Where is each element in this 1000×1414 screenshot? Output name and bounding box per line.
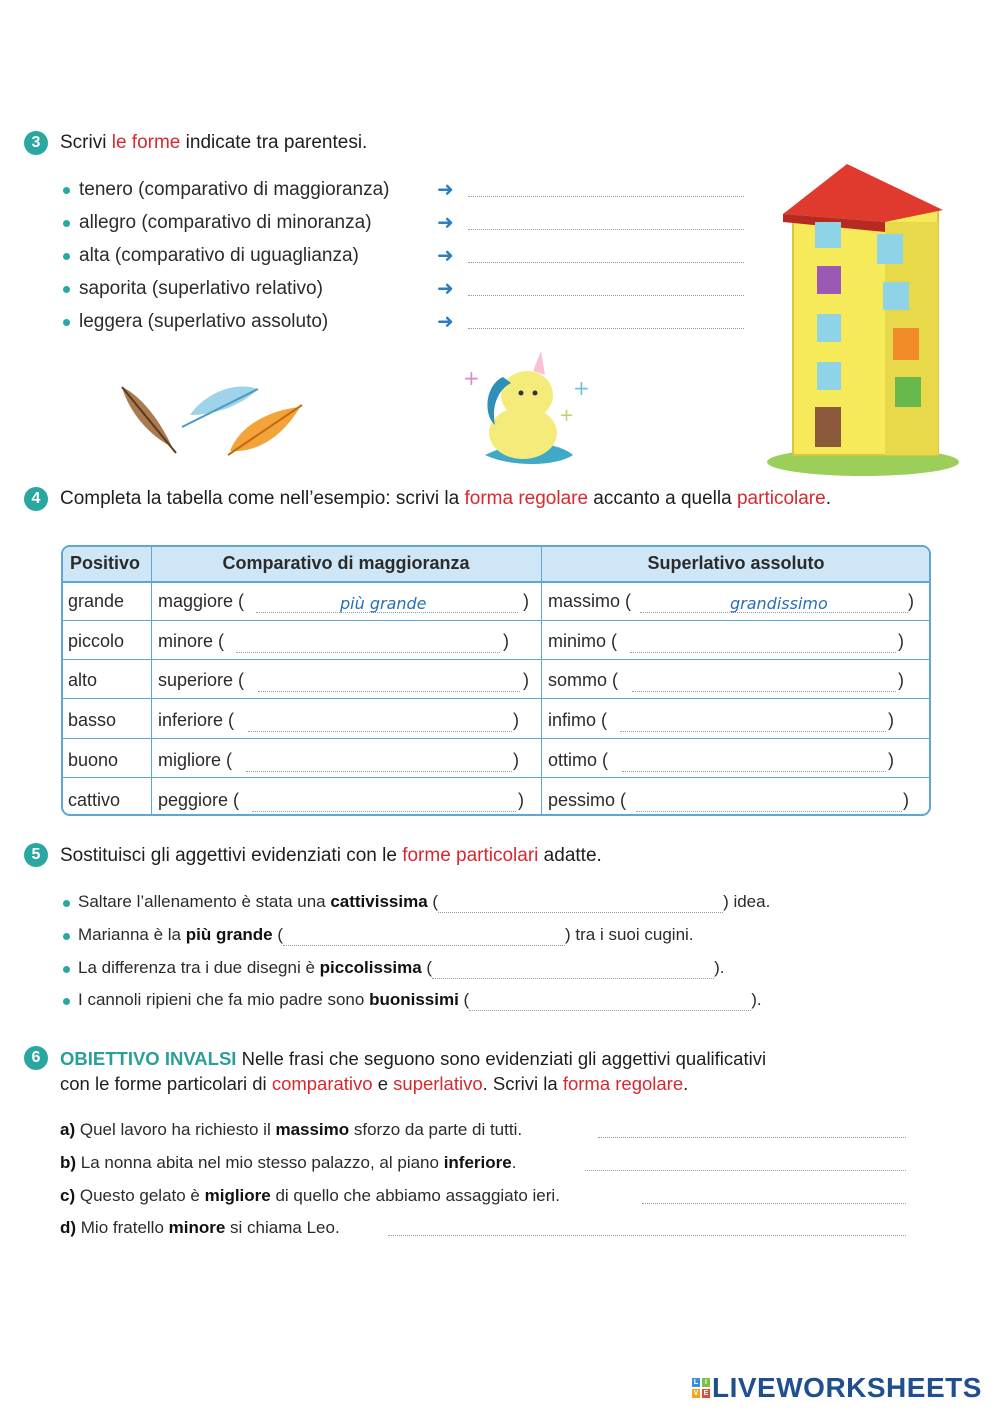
bullet-icon: [63, 220, 70, 227]
cell-superlative: ottimo (: [548, 750, 609, 770]
ex3-item-5: leggera (superlativo assoluto): [79, 311, 329, 332]
bullet-icon: [63, 966, 70, 973]
cell-superlative: massimo (: [548, 591, 632, 611]
ex3-item-4: saporita (superlativo relativo): [79, 278, 323, 299]
cell-close-paren: ): [888, 750, 894, 770]
comparative-answer-field[interactable]: [236, 652, 500, 653]
ex5-sentence-4: I cannoli ripieni che fa mio padre sono buonissimi ( ).: [78, 990, 762, 1009]
exercise-3-number: 3: [24, 131, 48, 155]
bullet-icon: [63, 319, 70, 326]
cell-superlative: pessimo (: [548, 790, 627, 810]
exercise-5-title: Sostituisci gli aggettivi evidenziati con le forme particolari adatte.: [60, 845, 602, 866]
ex5-sentence-2: Marianna è la più grande ( ) tra i suoi cugini.: [78, 925, 694, 944]
cell-superlative: minimo (: [548, 631, 618, 651]
arrow-right-icon: ➜: [437, 278, 454, 300]
ex5-sentence-3: La differenza tra i due disegni è piccolissima ( ).: [78, 958, 725, 977]
superlative-answer-field[interactable]: [632, 691, 896, 692]
cell-close-paren: ): [888, 710, 894, 730]
ex6-sentence-a: a) Quel lavoro ha richiesto il massimo sforzo da parte di tutti.: [60, 1120, 523, 1139]
bullet-icon: [63, 998, 70, 1005]
cell-positive: piccolo: [68, 631, 125, 651]
header-superlativo: Superlativo assoluto: [647, 553, 825, 573]
cell-positive: buono: [68, 750, 119, 770]
ex5-answer-2[interactable]: [283, 925, 565, 946]
liveworksheets-brand: LIVEWORKSHEETS: [712, 1372, 982, 1403]
ex3-answer-3[interactable]: [468, 262, 744, 263]
cell-close-paren: ): [908, 591, 914, 611]
ex6-answer-d[interactable]: [388, 1235, 906, 1236]
ex5-answer-1[interactable]: [438, 892, 723, 913]
cell-comparative: minore (: [158, 631, 225, 651]
ex6-sentence-d: d) Mio fratello minore si chiama Leo.: [60, 1218, 340, 1237]
orange-feather-icon: [228, 405, 302, 455]
ex6-sentence-b: b) La nonna abita nel mio stesso palazzo, al piano inferiore.: [60, 1153, 517, 1172]
brown-feather-icon: [122, 387, 176, 453]
ex3-answer-4[interactable]: [468, 295, 744, 296]
arrow-right-icon: ➜: [437, 245, 454, 267]
header-comparativo: Comparativo di maggioranza: [222, 553, 470, 573]
comparative-answer-field[interactable]: [252, 811, 516, 812]
cell-close-paren: ): [523, 670, 529, 690]
cell-comparative: migliore (: [158, 750, 233, 770]
ex5-answer-4[interactable]: [469, 990, 751, 1011]
exercise-4-number: 4: [24, 487, 48, 511]
cell-comparative: maggiore (: [158, 591, 245, 611]
comparative-answer-field[interactable]: [248, 731, 512, 732]
cell-close-paren: ): [898, 670, 904, 690]
door-icon: [815, 407, 841, 447]
ex3-item-1: tenero (comparativo di maggioranza): [79, 179, 390, 200]
building-illustration: [765, 162, 960, 477]
svg-text:+: +: [573, 376, 590, 400]
ex6-answer-a[interactable]: [598, 1137, 906, 1138]
comparative-answer-field[interactable]: [246, 771, 512, 772]
feathers-illustration: [110, 375, 310, 465]
ex6-answer-c[interactable]: [642, 1203, 906, 1204]
bullet-icon: [63, 187, 70, 194]
cell-positive: basso: [68, 710, 117, 730]
ex3-item-2: allegro (comparativo di minoranza): [79, 212, 372, 233]
exercise-6-title-line-1: OBIETTIVO INVALSI Nelle frasi che seguono sono evidenziati gli aggettivi qualificativi: [60, 1048, 767, 1069]
ex3-answer-2[interactable]: [468, 229, 744, 230]
superlative-example-answer: grandissimo: [730, 594, 828, 613]
superlative-answer-field[interactable]: [622, 771, 886, 772]
cell-positive: cattivo: [68, 790, 121, 810]
ex6-sentence-c: c) Questo gelato è migliore di quello che abbiamo assaggiato ieri.: [60, 1186, 560, 1205]
liveworksheets-logo-icon: L I V E: [693, 1379, 709, 1397]
cell-superlative: infimo (: [548, 710, 608, 730]
cell-comparative: inferiore (: [158, 710, 235, 730]
ex5-sentence-1: Saltare l’allenamento è stata una cattivissima ( ) idea.: [78, 892, 771, 911]
unicorn-illustration: [455, 345, 600, 470]
cell-close-paren: ): [903, 790, 909, 810]
exercise-3-title: Scrivi le forme indicate tra parentesi.: [60, 132, 368, 153]
bullet-icon: [63, 900, 70, 907]
cell-close-paren: ): [898, 631, 904, 651]
ex6-answer-b[interactable]: [585, 1170, 906, 1171]
comparative-example-answer: più grande: [340, 594, 427, 613]
exercise-6-number: 6: [24, 1046, 48, 1070]
exercise-5-number: 5: [24, 843, 48, 867]
bullet-icon: [63, 286, 70, 293]
bullet-icon: [63, 933, 70, 940]
cell-superlative: sommo (: [548, 670, 619, 690]
superlative-answer-field[interactable]: [630, 652, 896, 653]
cell-positive: grande: [68, 591, 125, 611]
svg-text:+: +: [559, 405, 575, 426]
cell-comparative: peggiore (: [158, 790, 240, 810]
arrow-right-icon: ➜: [437, 212, 454, 234]
exercise-6-title-line-2: con le forme particolari di comparativo e superlativo. Scrivi la forma regolare.: [60, 1073, 689, 1094]
svg-text:+: +: [463, 366, 480, 390]
bullet-icon: [63, 253, 70, 260]
superlative-answer-field[interactable]: [636, 811, 902, 812]
cell-close-paren: ): [513, 710, 519, 730]
ex3-answer-1[interactable]: [468, 196, 744, 197]
blue-feather-icon: [182, 387, 258, 427]
cell-close-paren: ): [523, 591, 529, 611]
arrow-right-icon: ➜: [437, 179, 454, 201]
ex3-item-3: alta (comparativo di uguaglianza): [79, 245, 359, 266]
cell-close-paren: ): [518, 790, 524, 810]
cell-close-paren: ): [503, 631, 509, 651]
arrow-right-icon: ➜: [437, 311, 454, 333]
cell-positive: alto: [68, 670, 98, 690]
exercise-4-title: Completa la tabella come nell’esempio: scrivi la forma regolare accanto a quella particolare.: [60, 488, 831, 509]
header-positivo: Positivo: [70, 553, 141, 573]
comparative-answer-field[interactable]: [258, 691, 520, 692]
superlative-answer-field[interactable]: [620, 731, 886, 732]
cell-close-paren: ): [513, 750, 519, 770]
ex5-answer-3[interactable]: [432, 958, 714, 979]
cell-comparative: superiore (: [158, 670, 245, 690]
ex3-answer-5[interactable]: [468, 328, 744, 329]
